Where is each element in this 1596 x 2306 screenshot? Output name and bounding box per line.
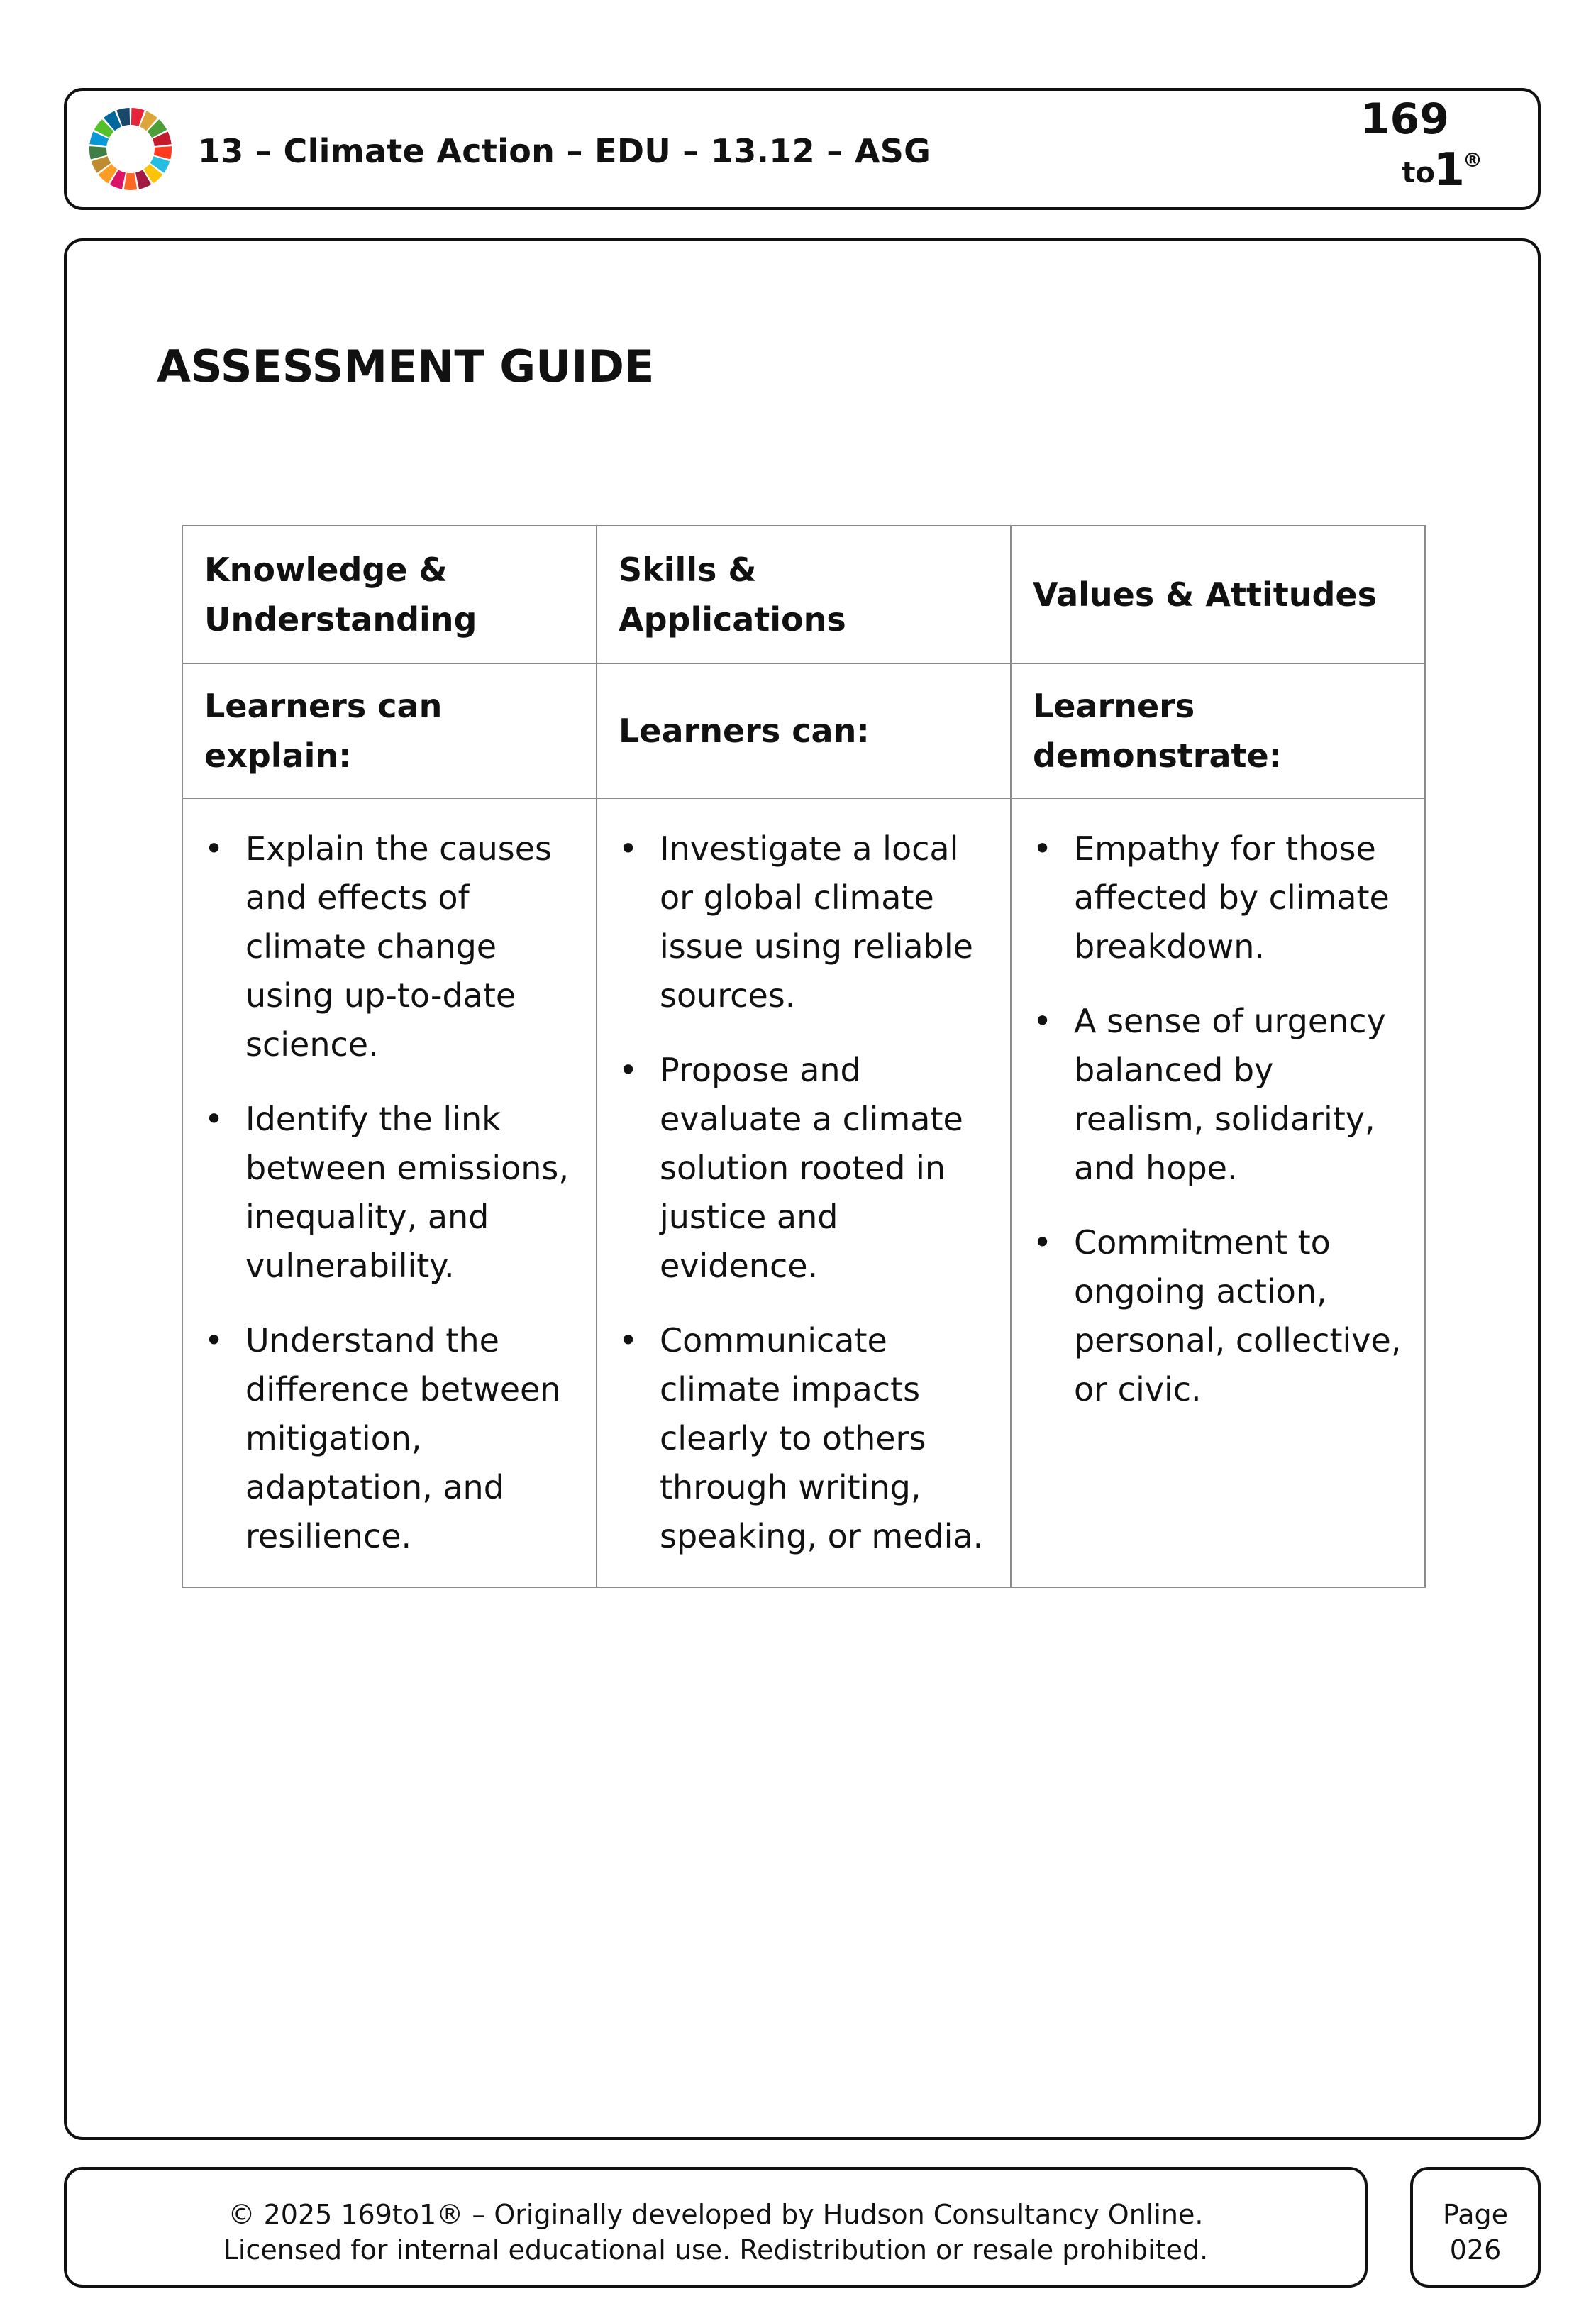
subheader-skills: Learners can:	[597, 663, 1011, 798]
page-number: 026	[1449, 2234, 1502, 2266]
brand-registered-mark: ®	[1463, 148, 1483, 172]
page-label: Page	[1443, 2199, 1508, 2230]
list-item: • Explain the causes and effects of climate change using up-to-date science.	[204, 824, 577, 1069]
footer-bar	[64, 2167, 1368, 2288]
table-header-row	[182, 526, 1425, 663]
list-item: • A sense of urgency balanced by realism, solidarity, and hope.	[1033, 997, 1406, 1193]
brand-number: 169	[1360, 94, 1449, 144]
header-bar	[64, 88, 1541, 210]
table-body-row	[182, 798, 1425, 1587]
list-item: • Empathy for those affected by climate breakdown.	[1033, 824, 1406, 971]
page-title: ASSESSMENT GUIDE	[157, 341, 655, 392]
list-item: • Commitment to ongoing action, personal, collective, or civic.	[1033, 1218, 1406, 1414]
brand-one: 1	[1433, 144, 1465, 197]
logo-segment	[124, 173, 137, 190]
column-header-values: Values & Attitudes	[1011, 526, 1425, 663]
subheader-knowledge: Learners can explain:	[182, 663, 597, 798]
list-item: • Communicate climate impacts clearly to others through writing, speaking, or media.	[619, 1316, 992, 1561]
footer-copyright	[67, 2197, 1365, 2268]
table-subheader-row	[182, 663, 1425, 798]
page-number-box	[1410, 2167, 1541, 2288]
bullet-list	[1033, 824, 1406, 1414]
list-item: • Understand the difference between mitigation, adaptation, and resilience.	[204, 1316, 577, 1561]
column-header-knowledge: Knowledge & Understanding	[182, 526, 597, 663]
bullet-list	[204, 824, 577, 1561]
list-item: • Investigate a local or global climate issue using reliable sources.	[619, 824, 992, 1020]
assessment-table	[182, 525, 1426, 1588]
cell-knowledge	[182, 798, 597, 1587]
footer-line-2: Licensed for internal educational use. Redistribution or resale prohibited.	[223, 2234, 1209, 2266]
subheader-values: Learners demonstrate:	[1011, 663, 1425, 798]
list-item: • Identify the link between emissions, inequality, and vulnerability.	[204, 1095, 577, 1291]
document-title: 13 – Climate Action – EDU – 13.12 – ASG	[198, 132, 931, 170]
sdg-color-wheel-icon	[88, 106, 173, 192]
footer-line-1: © 2025 169to1® – Originally developed by Hudson Consultancy Online.	[228, 2199, 1204, 2230]
cell-values	[1011, 798, 1425, 1587]
cell-skills	[597, 798, 1011, 1587]
column-header-skills: Skills & Applications	[597, 526, 1011, 663]
main-panel	[64, 238, 1541, 2140]
bullet-list	[619, 824, 992, 1561]
list-item: • Propose and evaluate a climate solution rooted in justice and evidence.	[619, 1046, 992, 1291]
brand-to: to	[1402, 157, 1435, 189]
